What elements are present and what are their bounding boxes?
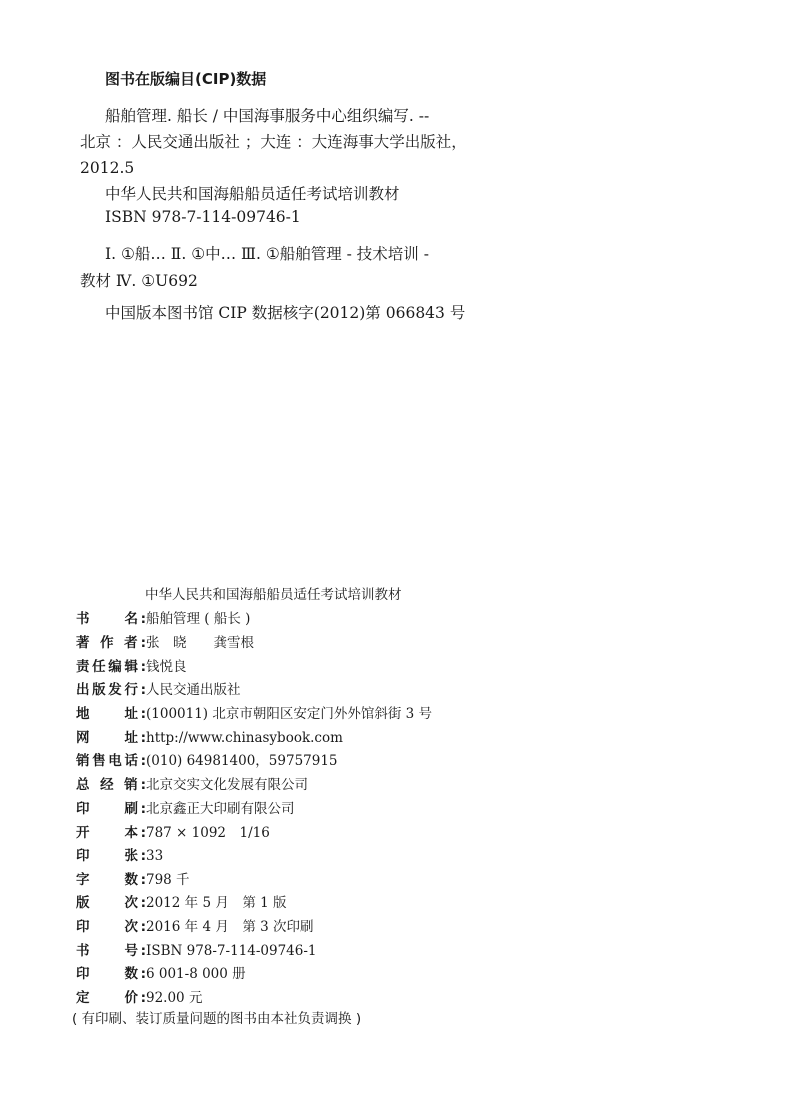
imprint-label: 销售电话: [76, 753, 146, 769]
imprint-series-title: 中华人民共和国海船船员适任考试培训教材 [145, 587, 402, 603]
imprint-label: 印 次: [76, 919, 146, 935]
imprint-row-website [0, 728, 790, 748]
imprint-label: 网 址: [76, 730, 146, 746]
imprint-value: http://www.chinasybook.com [146, 730, 343, 746]
imprint-label: 责任编辑: [76, 659, 146, 675]
imprint-row-format [0, 823, 790, 843]
imprint-value: 钱悦良 [146, 659, 187, 675]
imprint-label: 书 名: [76, 611, 146, 627]
imprint-row-distributor [0, 775, 790, 795]
imprint-value: 787 × 1092 1/16 [146, 825, 270, 841]
imprint-value: 2016 年 4 月 第 3 次印刷 [146, 919, 314, 935]
imprint-value: 张 晓 龚雪根 [146, 635, 254, 651]
cip-date-line: 2012.5 [80, 159, 135, 177]
cip-publisher-line: 北京 ：人民交通出版社 ；大连 ：大连海事大学出版社， [80, 133, 467, 151]
cip-heading: 图书在版编目(CIP)数据 [105, 70, 267, 88]
imprint-value: 人民交通出版社 [146, 682, 241, 698]
imprint-row-author [0, 633, 790, 653]
cip-classification-line-1: Ⅰ. ①船… Ⅱ. ①中… Ⅲ. ①船舶管理 - 技术培训 - [105, 245, 429, 263]
cip-isbn-line: ISBN 978-7-114-09746-1 [105, 208, 301, 226]
imprint-label: 书 号: [76, 943, 146, 959]
imprint-row-print-run [0, 964, 790, 984]
imprint-label: 印 张: [76, 848, 146, 864]
imprint-row-sheets [0, 846, 790, 866]
imprint-label: 版 次: [76, 895, 146, 911]
imprint-value: 6 001-8 000 册 [146, 966, 246, 982]
imprint-label: 字 数: [76, 872, 146, 888]
imprint-label: 开 本: [76, 825, 146, 841]
imprint-value: 北京交实文化发展有限公司 [146, 777, 308, 793]
imprint-value: 798 千 [146, 872, 190, 888]
imprint-block [0, 570, 790, 1030]
imprint-row-price [0, 988, 790, 1008]
cip-number-line: 中国版本图书馆 CIP 数据核字(2012)第 066843 号 [105, 304, 466, 322]
imprint-label: 地 址: [76, 706, 146, 722]
cip-series-line: 中华人民共和国海船船员适任考试培训教材 [105, 185, 400, 203]
imprint-label: 出版发行: [76, 682, 146, 698]
imprint-value: (010) 64981400，59757915 [146, 753, 338, 769]
imprint-label: 印 刷: [76, 801, 146, 817]
imprint-value: 2012 年 5 月 第 1 版 [146, 895, 287, 911]
imprint-row-printing [0, 917, 790, 937]
imprint-row-phone [0, 751, 790, 771]
imprint-value: ISBN 978-7-114-09746-1 [146, 943, 317, 959]
imprint-value: 92.00 元 [146, 990, 203, 1006]
imprint-row-edition [0, 893, 790, 913]
imprint-label: 总 经 销: [76, 777, 146, 793]
imprint-row-isbn [0, 941, 790, 961]
cip-data-block [0, 0, 790, 340]
quality-notice: ( 有印刷、装订质量问题的图书由本社负责调换 ) [72, 1011, 362, 1027]
cip-title-line: 船舶管理. 船长 / 中国海事服务中心组织编写. -- [105, 107, 430, 125]
imprint-row-editor [0, 657, 790, 677]
imprint-value: (100011) 北京市朝阳区安定门外外馆斜街 3 号 [146, 706, 433, 722]
cip-classification-line-2: 教材 Ⅳ. ①U692 [80, 272, 198, 290]
imprint-row-address [0, 704, 790, 724]
imprint-row-word-count [0, 870, 790, 890]
imprint-label: 印 数: [76, 966, 146, 982]
imprint-row-title [0, 609, 790, 629]
imprint-row-publisher [0, 680, 790, 700]
imprint-value: 船舶管理 ( 船长 ) [146, 611, 251, 627]
imprint-label: 著 作 者: [76, 635, 146, 651]
imprint-value: 北京鑫正大印刷有限公司 [146, 801, 295, 817]
imprint-row-printer [0, 799, 790, 819]
imprint-label: 定 价: [76, 990, 146, 1006]
imprint-value: 33 [146, 848, 164, 864]
